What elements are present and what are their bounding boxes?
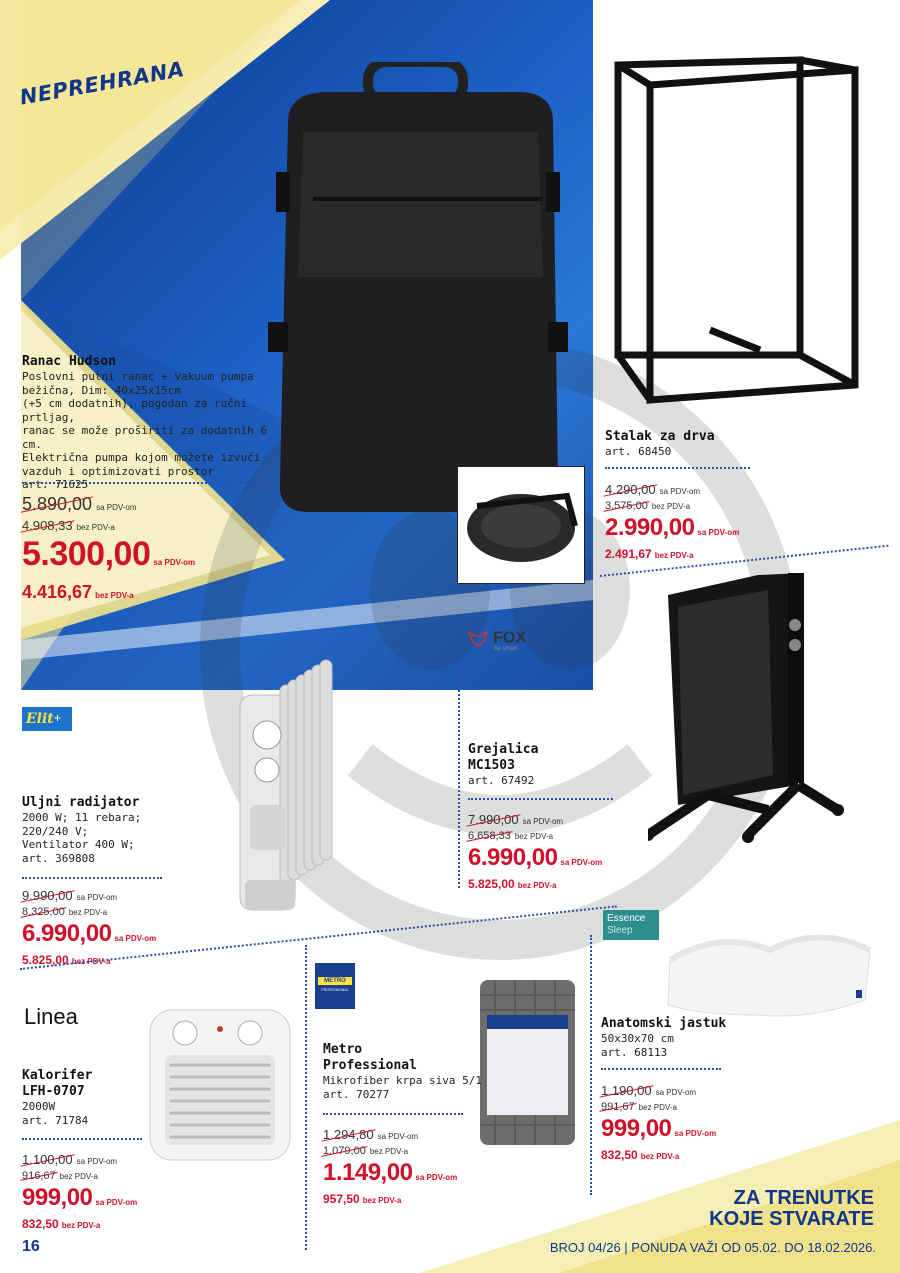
old-price-gross: 7.990,00 [468,812,519,827]
unit-label: bez PDV-a [514,832,554,841]
old-price-gross: 1.190,00 [601,1083,652,1098]
slogan-line: KOJE STVARATE [709,1208,874,1230]
old-price-gross: 9.990,00 [22,888,73,903]
unit-label: sa PDV-om [76,1157,118,1166]
cloth-info [323,1042,482,1101]
unit-label: sa PDV-om [114,934,157,943]
old-price-net: 3.575,00 [605,500,648,512]
unit-label: bez PDV-a [651,502,691,511]
elit-brand: Elit [26,711,54,727]
old-price-net: 6.658,33 [468,830,511,842]
heater-prices [468,812,602,891]
old-price-gross: 1.294,80 [323,1127,374,1142]
product-art: art. 70277 [323,1087,390,1101]
unit-label: sa PDV-om [415,1173,458,1182]
new-price-net: 4.416,67 [22,582,93,602]
product-art: art. 68113 [601,1045,668,1059]
product-art: art. 71625 [22,478,89,491]
product-title: Uljni radijator [22,795,140,810]
unit-label: sa PDV-om [697,528,740,537]
old-price-gross: 1.100,00 [22,1152,73,1167]
new-price-gross: 1.149,00 [323,1159,413,1186]
product-title: Grejalica [468,742,539,757]
elit-logo: Elit+ [22,707,72,731]
backpack-image [268,62,588,522]
unit-label: bez PDV-a [362,1196,402,1205]
unit-label: bez PDV-a [68,908,108,917]
product-title: Anatomski jastuk [601,1016,727,1031]
divider [468,798,613,800]
unit-label: sa PDV-om [674,1129,717,1138]
divider [22,482,270,484]
product-desc: vazduh i optimizovati prostor [22,464,215,478]
pillow-prices [601,1083,716,1162]
product-desc: Električna pumpa kojom možete izvući [22,451,261,464]
backpack-info [22,354,292,492]
product-desc: 50x30x70 cm [601,1032,674,1045]
new-price-net: 957,50 [323,1192,360,1206]
new-price-gross: 5.300,00 [22,535,151,573]
unit-label: bez PDV-a [59,1172,98,1181]
slogan [709,1188,874,1230]
unit-label: bez PDV-a [638,1103,677,1112]
essence-brand: Essence [607,913,646,924]
product-desc: Mikrofiber krpa siva 5/1 [323,1074,482,1087]
unit-label: bez PDV-a [71,957,111,966]
divider [458,650,460,888]
unit-label: bez PDV-a [517,881,557,890]
product-desc: 2000 W; 11 rebara; [22,811,142,824]
metro-professional-logo [315,963,355,1009]
product-art: art. 369808 [22,851,95,865]
unit-label: sa PDV-om [153,558,196,567]
fox-logo [468,628,526,652]
product-title: Stalak za drva [605,429,715,444]
unit-label: sa PDV-om [659,487,701,496]
product-desc: bežična, Dim: 40x25x15cm [22,383,181,397]
unit-label: sa PDV-om [377,1132,419,1141]
old-price-net: 4.908,33 [22,518,73,533]
radiator-info [22,795,141,865]
unit-label: bez PDV-a [95,591,134,600]
old-price-net: 991,67 [601,1101,635,1113]
unit-label: sa PDV-om [76,893,118,902]
unit-label: bez PDV-a [640,1152,680,1161]
unit-label: bez PDV-a [61,1221,101,1230]
unit-label: sa PDV-om [522,817,564,826]
unit-label: bez PDV-a [369,1147,409,1156]
pillow-info [601,1016,726,1059]
old-price-gross: 4.290,00 [605,482,656,497]
fox-sub: be smart [494,645,518,652]
section-tag: NEPREHRANA [18,57,187,110]
sleep-brand: Sleep [607,925,633,936]
unit-label: bez PDV-a [654,551,694,560]
rack-info [605,429,715,459]
pillow-image [660,920,880,1030]
oil-radiator-image [230,655,340,925]
heater-info [468,742,538,788]
unit-label: bez PDV-a [76,523,115,532]
fan-heater-image [145,1005,295,1165]
divider [22,1138,142,1140]
issue-validity: BROJ 04/26 | PONUDA VAŽI OD 05.02. DO 18.02.2026. [549,1240,876,1255]
new-price-net: 5.825,00 [468,877,515,891]
metro-sub: PROFESSIONAL [321,988,349,992]
product-art: art. 68450 [605,445,672,458]
essence-sleep-logo [603,910,659,940]
product-desc: (+5 cm dodatnih), pogodan za ručni prtljag, [22,397,248,424]
page-number: 16 [22,1238,40,1255]
backpack-prices [22,494,195,603]
product-title: Ranac Hudson [22,354,116,369]
product-title: Metro [323,1042,363,1057]
metro-brand: METRO [318,977,352,985]
unit-label: sa PDV-om [96,503,137,512]
new-price-net: 832,50 [601,1148,638,1162]
divider [323,1113,463,1115]
wood-rack-image [610,55,860,410]
fox-icon [468,631,488,647]
fox-brand: FOX [493,629,526,647]
new-price-net: 832,50 [22,1217,59,1231]
divider [601,1068,721,1070]
product-art: art. 71784 [22,1113,89,1127]
fan-heater-info [22,1068,92,1127]
linea-logo: Linea [24,1004,78,1029]
unit-label: sa PDV-om [95,1198,138,1207]
new-price-gross: 6.990,00 [22,920,112,947]
new-price-net: 5.825,00 [22,953,69,967]
divider [22,877,162,879]
product-title: LFH-0707 [22,1084,85,1099]
divider [590,935,592,1195]
product-desc: 2000W [22,1100,56,1113]
product-art: art. 67492 [468,774,535,787]
towel-image [475,975,580,1150]
unit-label: sa PDV-om [560,858,603,867]
panel-heater-image [648,565,863,850]
old-price-net: 916,67 [22,1170,56,1182]
new-price-net: 2.491,67 [605,547,652,561]
cloth-prices [323,1127,457,1206]
old-price-net: 1.079,00 [323,1145,366,1157]
old-price-net: 8.325,00 [22,906,65,918]
product-title: Professional [323,1058,417,1073]
new-price-gross: 999,00 [601,1115,672,1142]
new-price-gross: 6.990,00 [468,844,558,871]
product-desc: Ventilator 400 W; [22,838,135,851]
fan-heater-prices [22,1152,137,1231]
product-desc: Poslovni putni ranac + vakuum pumpa [22,370,254,383]
rack-prices [605,482,739,561]
backpack-inset-image [457,466,585,584]
unit-label: sa PDV-om [655,1088,697,1097]
old-price-gross: 5.890,00 [22,494,93,514]
divider [605,467,750,469]
product-desc: ranac se može proširiti za dodatnih 6 cm. [22,424,268,451]
product-title: MC1503 [468,758,515,773]
new-price-gross: 999,00 [22,1184,93,1211]
product-title: Kalorifer [22,1068,93,1083]
new-price-gross: 2.990,00 [605,514,695,541]
slogan-line: ZA TRENUTKE [733,1187,874,1209]
divider [305,945,307,1250]
product-desc: 220/240 V; [22,824,89,838]
